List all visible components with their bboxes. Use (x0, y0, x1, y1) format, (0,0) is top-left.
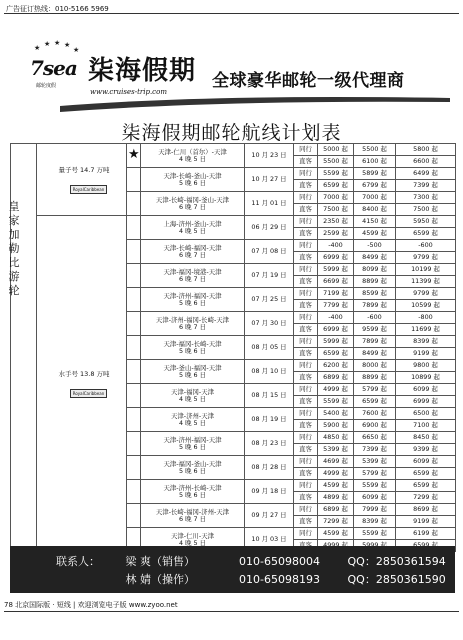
price-value: 6999 起 (318, 252, 354, 264)
price-type: 直客 (294, 324, 318, 336)
price-value: 5799 起 (354, 384, 396, 396)
departure-date: 09 月 18 日 (245, 480, 294, 504)
price-value: 7799 起 (318, 300, 354, 312)
contact-label: 联系人： (56, 555, 100, 568)
route-duration: 6 晚 7 日 (178, 202, 206, 211)
price-value: 5500 起 (354, 144, 396, 156)
route-duration: 4 晚 5 日 (178, 538, 206, 547)
empty-cell (127, 408, 141, 432)
price-value: 8099 起 (354, 264, 396, 276)
empty-cell (127, 360, 141, 384)
hotline-label: 广告征订热线： (6, 5, 55, 13)
star-icon: ★ (54, 39, 61, 47)
departure-date: 10 月 23 日 (245, 144, 294, 168)
price-value: 6599 起 (396, 480, 456, 492)
price-value: 5500 起 (318, 156, 354, 168)
ship-name: 量子号 14.7 万吨 (58, 166, 110, 175)
price-value: 8499 起 (354, 348, 396, 360)
price-type: 同行 (294, 384, 318, 396)
route-duration: 5 晚 6 日 (178, 466, 206, 475)
price-value: 9799 起 (396, 252, 456, 264)
departure-date: 07 月 30 日 (245, 312, 294, 336)
price-value: 6099 起 (354, 492, 396, 504)
price-value: 6899 起 (318, 504, 354, 516)
price-value: 6799 起 (354, 180, 396, 192)
price-type: 同行 (294, 216, 318, 228)
price-value: 6199 起 (396, 528, 456, 540)
route-ports: 天津-济州-福冈-天津 (163, 435, 222, 444)
route-cell (141, 144, 245, 168)
route-duration: 6 晚 7 日 (178, 514, 206, 523)
price-type: 同行 (294, 408, 318, 420)
page-footer (4, 600, 178, 610)
logo-mark: 7sea (30, 56, 77, 80)
price-value: 4599 起 (318, 480, 354, 492)
price-value: 6599 起 (354, 396, 396, 408)
empty-cell (127, 432, 141, 456)
route-duration: 5 晚 6 日 (178, 298, 206, 307)
price-value: 7000 起 (318, 192, 354, 204)
route-ports: 天津-长崎-福冈-天津 (163, 243, 222, 252)
price-value: 6699 起 (318, 276, 354, 288)
departure-date: 06 月 29 日 (245, 216, 294, 240)
logo-subtitle: 邮轮度假 (36, 83, 57, 89)
departure-date: 10 月 27 日 (245, 168, 294, 192)
ship-cell (37, 216, 127, 552)
price-value: 6500 起 (396, 408, 456, 420)
price-value: 6599 起 (396, 468, 456, 480)
contact-row (56, 571, 446, 587)
route-ports: 天津-福冈-天津 (171, 387, 214, 396)
route-ports: 天津-长崎-福冈-济州-天津 (155, 507, 230, 516)
footer-text: 北京国际版 · 短线 | 欢迎浏览电子版 www.zyoo.net (15, 601, 178, 609)
price-value: 5599 起 (354, 480, 396, 492)
route-ports: 天津-福冈-境港-天津 (163, 267, 222, 276)
price-value: 7500 起 (318, 204, 354, 216)
price-value: 6899 起 (318, 372, 354, 384)
contact-name: 林 婧（操作） (125, 573, 195, 586)
departure-date: 08 月 28 日 (245, 456, 294, 480)
price-value: 5399 起 (354, 456, 396, 468)
star-icon: ★ (34, 44, 41, 52)
route-cell (141, 192, 245, 216)
price-value: 7100 起 (396, 420, 456, 432)
price-value: 9399 起 (396, 444, 456, 456)
price-value: 5399 起 (318, 444, 354, 456)
bottom-rule (4, 611, 459, 612)
price-value: 5799 起 (354, 468, 396, 480)
route-ports: 天津-釜山-福冈-天津 (163, 363, 222, 372)
price-value: 5800 起 (396, 144, 456, 156)
price-value: 8499 起 (354, 252, 396, 264)
price-value: 7299 起 (396, 492, 456, 504)
route-ports: 天津-福冈-长崎-天津 (163, 339, 222, 348)
schedule-row (37, 144, 456, 156)
price-value: 7899 起 (354, 336, 396, 348)
route-ports: 天津-济州-福冈-长崎-天津 (155, 315, 230, 324)
price-value: 7000 起 (354, 192, 396, 204)
route-ports: 天津-仁川（首尔）-天津 (158, 147, 227, 156)
price-value: 5599 起 (354, 528, 396, 540)
price-value: 9199 起 (396, 516, 456, 528)
star-icon: ★ (127, 144, 141, 168)
cruise-line-logo: RoyalCaribbean (70, 389, 108, 398)
price-value: -500 (354, 240, 396, 252)
price-type: 同行 (294, 288, 318, 300)
price-value: 6650 起 (354, 432, 396, 444)
route-cell (141, 312, 245, 336)
price-value: 7999 起 (354, 504, 396, 516)
price-type: 直客 (294, 516, 318, 528)
price-value: 5999 起 (318, 336, 354, 348)
route-ports: 天津-济州-天津 (171, 411, 214, 420)
route-duration: 6 晚 7 日 (178, 322, 206, 331)
contact-bar (10, 546, 455, 593)
route-ports: 天津-济州-长崎-天津 (163, 483, 222, 492)
price-value: 8899 起 (354, 372, 396, 384)
price-value: 8000 起 (354, 360, 396, 372)
tagline: 全球豪华邮轮一级代理商 (212, 71, 405, 91)
price-value: 4850 起 (318, 432, 354, 444)
price-type: 同行 (294, 264, 318, 276)
route-duration: 6 晚 7 日 (178, 274, 206, 283)
empty-cell (127, 192, 141, 216)
route-cell (141, 480, 245, 504)
price-value: 10899 起 (396, 372, 456, 384)
price-value: 6099 起 (396, 384, 456, 396)
price-value: 7899 起 (354, 300, 396, 312)
departure-date: 08 月 23 日 (245, 432, 294, 456)
price-value: 5000 起 (318, 144, 354, 156)
departure-date: 07 月 08 日 (245, 240, 294, 264)
empty-cell (127, 312, 141, 336)
price-type: 同行 (294, 432, 318, 444)
ship-cell (37, 144, 127, 216)
route-cell (141, 336, 245, 360)
price-value: 6100 起 (354, 156, 396, 168)
departure-date: 08 月 10 日 (245, 360, 294, 384)
route-cell (141, 432, 245, 456)
price-value: -600 (354, 312, 396, 324)
route-ports: 天津-长崎-福冈-釜山-天津 (155, 195, 230, 204)
price-type: 同行 (294, 168, 318, 180)
page-number: 78 (4, 601, 13, 609)
route-ports: 上海-济州-釜山-天津 (163, 219, 222, 228)
empty-cell (127, 168, 141, 192)
price-value: 5999 起 (318, 264, 354, 276)
schedule-table (36, 143, 456, 552)
price-value: 8400 起 (354, 204, 396, 216)
banner (10, 22, 455, 114)
price-type: 同行 (294, 504, 318, 516)
price-type: 同行 (294, 480, 318, 492)
price-value: 10199 起 (396, 264, 456, 276)
price-value: 6599 起 (396, 228, 456, 240)
route-duration: 5 晚 6 日 (178, 490, 206, 499)
route-ports: 天津-仁川-天津 (171, 531, 214, 540)
price-value: 7299 起 (318, 516, 354, 528)
departure-date: 08 月 19 日 (245, 408, 294, 432)
empty-cell (127, 336, 141, 360)
price-value: 8399 起 (396, 336, 456, 348)
route-duration: 4 晚 5 日 (178, 394, 206, 403)
price-type: 同行 (294, 312, 318, 324)
price-value: 11399 起 (396, 276, 456, 288)
price-value: -400 (318, 312, 354, 324)
price-value: 8450 起 (396, 432, 456, 444)
price-type: 直客 (294, 372, 318, 384)
schedule-row (37, 216, 456, 228)
price-value: 5400 起 (318, 408, 354, 420)
price-value: 4599 起 (318, 528, 354, 540)
price-value: 5900 起 (318, 420, 354, 432)
brand-name: 皇家加勒比游轮 (8, 200, 20, 297)
price-value: 4999 起 (318, 384, 354, 396)
price-value: 9800 起 (396, 360, 456, 372)
price-value: 6900 起 (354, 420, 396, 432)
departure-date: 07 月 19 日 (245, 264, 294, 288)
route-ports: 天津-长崎-釜山-天津 (163, 171, 222, 180)
empty-cell (127, 288, 141, 312)
price-value: 7500 起 (396, 204, 456, 216)
route-duration: 6 晚 7 日 (178, 250, 206, 259)
route-cell (141, 168, 245, 192)
route-cell (141, 384, 245, 408)
route-cell (141, 456, 245, 480)
price-value: 6099 起 (396, 456, 456, 468)
price-type: 同行 (294, 192, 318, 204)
empty-cell (127, 264, 141, 288)
price-value: 5899 起 (354, 168, 396, 180)
route-cell (141, 264, 245, 288)
price-value: 2599 起 (318, 228, 354, 240)
empty-cell (127, 456, 141, 480)
contact-qq: QQ：2850361594 (347, 555, 446, 568)
route-cell (141, 240, 245, 264)
price-value: -800 (396, 312, 456, 324)
price-value: 8899 起 (354, 276, 396, 288)
price-value: 7399 起 (396, 180, 456, 192)
price-value: 6599 起 (318, 180, 354, 192)
top-rule (4, 13, 459, 14)
route-ports: 天津-福冈-釜山-天津 (163, 459, 222, 468)
route-ports: 天津-济州-福冈-天津 (163, 291, 222, 300)
price-type: 同行 (294, 456, 318, 468)
price-value: 2350 起 (318, 216, 354, 228)
empty-cell (127, 480, 141, 504)
price-value: -400 (318, 240, 354, 252)
price-type: 直客 (294, 348, 318, 360)
price-type: 同行 (294, 360, 318, 372)
price-type: 直客 (294, 420, 318, 432)
star-icon: ★ (44, 40, 51, 48)
website-url: www.cruises-trip.com (90, 88, 167, 96)
empty-cell (127, 216, 141, 240)
price-value: 5599 起 (318, 168, 354, 180)
price-value: 7600 起 (354, 408, 396, 420)
swoosh-decoration (60, 92, 450, 114)
contact-phone: 010-65098193 (239, 573, 320, 586)
empty-cell (127, 240, 141, 264)
departure-date: 08 月 05 日 (245, 336, 294, 360)
price-value: 4999 起 (318, 468, 354, 480)
price-type: 直客 (294, 180, 318, 192)
price-type: 直客 (294, 468, 318, 480)
price-value: 4899 起 (318, 492, 354, 504)
hotline-number: 010-5166 5969 (55, 5, 109, 13)
route-duration: 4 晚 5 日 (178, 418, 206, 427)
ship-name: 水手号 13.8 万吨 (58, 370, 110, 379)
price-value: 4599 起 (354, 228, 396, 240)
route-duration: 5 晚 6 日 (178, 370, 206, 379)
contact-row (56, 553, 446, 569)
contact-phone: 010-65098004 (239, 555, 320, 568)
price-value: -600 (396, 240, 456, 252)
route-duration: 4 晚 5 日 (178, 154, 206, 163)
route-cell (141, 408, 245, 432)
price-value: 9599 起 (354, 324, 396, 336)
price-type: 直客 (294, 492, 318, 504)
price-type: 同行 (294, 528, 318, 540)
price-value: 6599 起 (318, 348, 354, 360)
logo-chinese: 柒海假期 (88, 56, 197, 86)
departure-date: 11 月 01 日 (245, 192, 294, 216)
route-cell (141, 360, 245, 384)
price-value: 6499 起 (396, 168, 456, 180)
price-value: 5950 起 (396, 216, 456, 228)
price-value: 8399 起 (354, 516, 396, 528)
empty-cell (127, 384, 141, 408)
price-type: 直客 (294, 252, 318, 264)
price-value: 5599 起 (318, 396, 354, 408)
price-value: 8699 起 (396, 504, 456, 516)
departure-date: 07 月 25 日 (245, 288, 294, 312)
price-type: 同行 (294, 336, 318, 348)
price-value: 11699 起 (396, 324, 456, 336)
price-type: 直客 (294, 156, 318, 168)
price-value: 9799 起 (396, 288, 456, 300)
price-value: 4699 起 (318, 456, 354, 468)
price-type: 直客 (294, 444, 318, 456)
cruise-line-logo: RoyalCaribbean (70, 185, 108, 194)
contact-qq: QQ：2850361590 (347, 573, 446, 586)
route-duration: 5 晚 6 日 (178, 442, 206, 451)
departure-date: 10 月 03 日 (245, 528, 294, 552)
route-duration: 5 晚 6 日 (178, 346, 206, 355)
departure-date: 08 月 15 日 (245, 384, 294, 408)
price-value: 8599 起 (354, 288, 396, 300)
price-value: 6999 起 (318, 324, 354, 336)
route-cell (141, 216, 245, 240)
route-cell (141, 288, 245, 312)
star-icon: ★ (73, 46, 80, 54)
contact-name: 梁 爽（销售） (125, 555, 195, 568)
route-duration: 5 晚 6 日 (178, 178, 206, 187)
price-value: 7199 起 (318, 288, 354, 300)
price-type: 直客 (294, 396, 318, 408)
route-cell (141, 504, 245, 528)
price-type: 同行 (294, 144, 318, 156)
price-type: 直客 (294, 300, 318, 312)
price-value: 6600 起 (396, 156, 456, 168)
price-type: 直客 (294, 276, 318, 288)
price-type: 直客 (294, 204, 318, 216)
price-value: 10599 起 (396, 300, 456, 312)
price-value: 7300 起 (396, 192, 456, 204)
price-type: 直客 (294, 228, 318, 240)
price-type: 同行 (294, 240, 318, 252)
route-duration: 4 晚 5 日 (178, 226, 206, 235)
price-value: 9199 起 (396, 348, 456, 360)
departure-date: 09 月 27 日 (245, 504, 294, 528)
price-value: 6200 起 (318, 360, 354, 372)
empty-cell (127, 504, 141, 528)
page-title: 柒海假期邮轮航线计划表 (121, 122, 342, 144)
price-value: 4150 起 (354, 216, 396, 228)
price-value: 7399 起 (354, 444, 396, 456)
star-icon: ★ (64, 41, 71, 49)
price-value: 6999 起 (396, 396, 456, 408)
